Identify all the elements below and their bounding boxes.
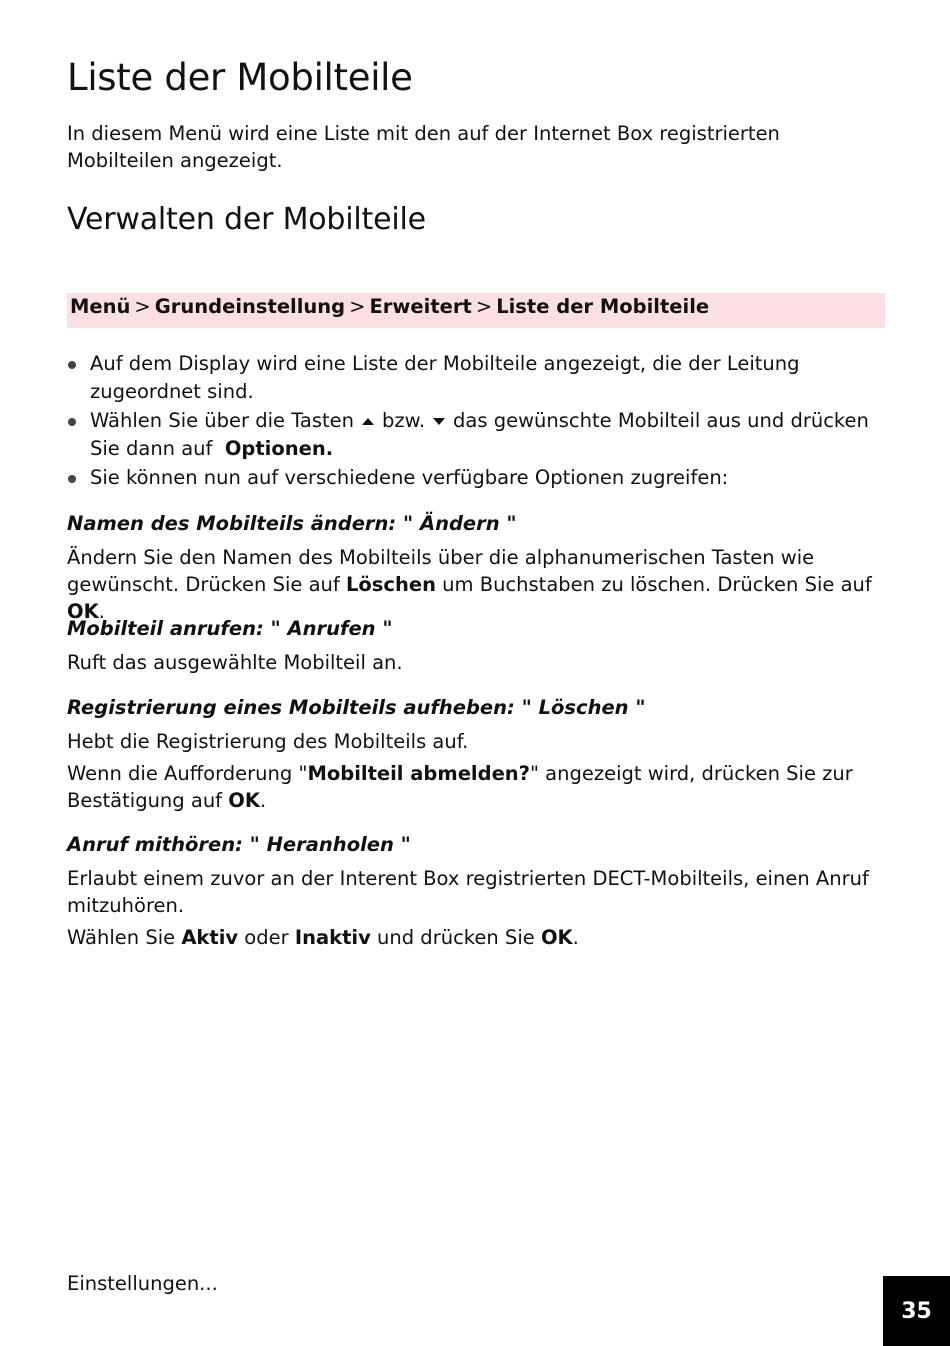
bold-term: Löschen <box>345 573 436 596</box>
bullet-icon <box>68 418 76 426</box>
section-deregister <box>67 694 887 814</box>
page-number-badge: 35 <box>883 1276 950 1346</box>
bold-term: OK <box>540 926 573 949</box>
text-span: Ändern Sie den Namen des Mobilteils über die alphanumerischen Tasten wie gewünscht. Drücken Sie auf <box>67 546 815 596</box>
section-text: Erlaubt einem zuvor an der Interent Box registrierten DECT-Mobilteils, einen Anruf mitzuhören. <box>67 867 869 917</box>
section-heading: Mobilteil anrufen: " Anrufen " <box>67 617 393 640</box>
section-heading: Registrierung eines Mobilteils aufheben: " Löschen " <box>67 696 646 719</box>
text-span: . <box>98 600 105 623</box>
bullet-text: Sie können nun auf verschiedene verfügbare Optionen zugreifen: <box>90 466 729 489</box>
section-heading: Anruf mithören: " Heranholen " <box>67 833 411 856</box>
arrow-down-icon <box>433 418 445 425</box>
section-text <box>67 760 887 814</box>
text-span: und drücken Sie <box>377 926 535 949</box>
section-rename <box>67 510 887 625</box>
menu-path-separator: > <box>475 295 493 318</box>
page-title: Liste der Mobilteile <box>67 56 413 99</box>
menu-path-separator: > <box>134 295 151 318</box>
text-span: oder <box>244 926 289 949</box>
bullet-icon <box>68 475 76 483</box>
bold-term: Aktiv <box>181 926 239 949</box>
instruction-list <box>67 350 887 493</box>
options-label: Optionen. <box>224 437 334 460</box>
arrow-up-icon <box>362 418 374 425</box>
bold-term: Inaktiv <box>294 926 371 949</box>
menu-path-breadcrumb <box>67 293 885 328</box>
intro-text: In diesem Menü wird eine Liste mit den auf der Internet Box registrierten Mobilteilen angezeigt. <box>67 122 780 172</box>
section-text: Hebt die Registrierung des Mobilteils auf. <box>67 730 469 753</box>
section-text <box>67 924 887 951</box>
text-span: . <box>259 789 267 812</box>
section-text <box>67 544 887 625</box>
bullet-text: Wählen Sie über die Tasten <box>90 409 355 432</box>
section-heading: Namen des Mobilteils ändern: " Ändern " <box>67 512 517 535</box>
bold-term: OK <box>228 789 260 812</box>
menu-path-separator: > <box>349 295 366 318</box>
list-item <box>67 464 887 492</box>
section-text: Ruft das ausgewählte Mobilteil an. <box>67 651 403 674</box>
menu-path-item-liste: Liste der Mobilteile <box>496 295 710 318</box>
text-span: . <box>572 926 579 949</box>
text-span: Wählen Sie <box>67 926 176 949</box>
bullet-icon <box>68 361 76 369</box>
section-title: Verwalten der Mobilteile <box>67 202 426 237</box>
list-item <box>67 350 887 406</box>
menu-path-item-erweitert: Erweitert <box>369 295 472 318</box>
section-call <box>67 615 887 676</box>
bullet-text: Auf dem Display wird eine Liste der Mobilteile angezeigt, die der Leitung zugeordnet sind. <box>90 352 800 403</box>
menu-path-item-grundeinstellung: Grundeinstellung <box>154 295 346 318</box>
text-span: " angezeigt wird, drücken Sie zur Bestätigung auf <box>67 762 853 812</box>
bold-term: Mobilteil abmelden? <box>307 762 530 785</box>
text-span: Wenn die Aufforderung " <box>67 762 308 785</box>
bullet-text: das gewünschte Mobilteil aus und drücken Sie dann auf <box>90 409 869 460</box>
bullet-text: bzw. <box>382 409 426 432</box>
text-span: um Buchstaben zu löschen. Drücken Sie auf <box>442 573 872 596</box>
menu-path-item-menu: Menü <box>70 295 131 318</box>
bold-term: OK <box>67 600 99 623</box>
section-intercept <box>67 831 887 951</box>
footer-chapter-label: Einstellungen... <box>67 1272 218 1295</box>
list-item <box>67 407 887 463</box>
